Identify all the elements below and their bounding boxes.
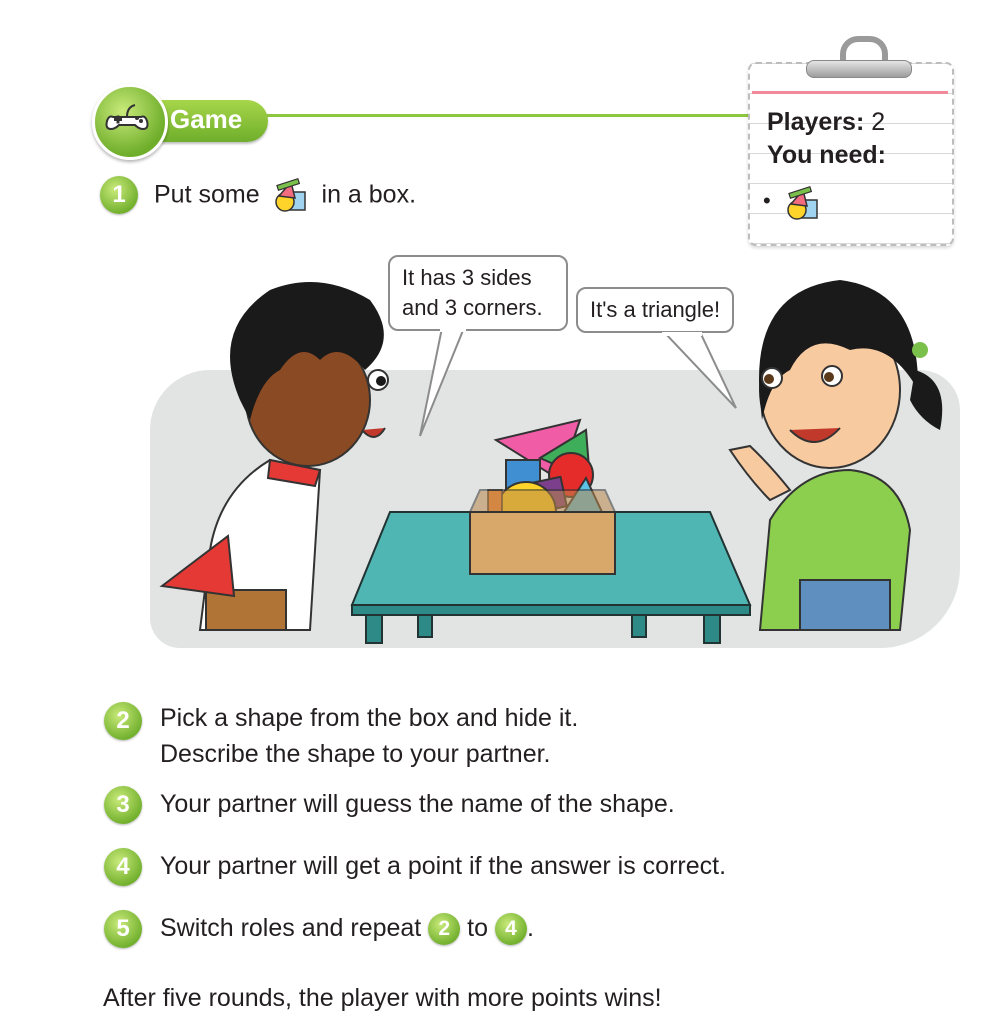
step-2-line-2: Describe the shape to your partner. bbox=[160, 740, 551, 768]
boy-speech-bubble bbox=[388, 255, 568, 331]
boy-speech-line-1: It has 3 sides bbox=[402, 265, 532, 290]
shapes-icon bbox=[269, 176, 313, 216]
step-4-number: 4 bbox=[104, 848, 142, 886]
step-5-middle: to bbox=[467, 914, 489, 942]
step-2-number: 2 bbox=[104, 702, 142, 740]
step-1-number: 1 bbox=[100, 176, 138, 214]
girl-character bbox=[730, 280, 942, 630]
step-5 bbox=[160, 910, 534, 946]
step-1-text-before: Put some bbox=[154, 180, 260, 209]
players-label: Players: bbox=[767, 108, 865, 136]
step-1-text-after: in a box. bbox=[321, 180, 417, 209]
step-3-text: Your partner will guess the name of the shape. bbox=[160, 790, 675, 818]
step-5-ref-4: 4 bbox=[495, 913, 527, 945]
step-5-text-before: Switch roles and repeat bbox=[160, 914, 422, 942]
footer-text: After five rounds, the player with more points wins! bbox=[103, 984, 662, 1012]
box-of-shapes bbox=[470, 420, 615, 574]
step-1 bbox=[154, 176, 416, 216]
clipboard-margin-line bbox=[752, 91, 948, 94]
boy-character bbox=[162, 282, 388, 630]
boy-bubble-tail bbox=[418, 328, 468, 438]
girl-bubble-tail bbox=[660, 332, 740, 412]
clip-bar bbox=[806, 60, 912, 78]
girl-speech-bubble bbox=[576, 287, 734, 333]
step-4-text: Your partner will get a point if the answer is correct. bbox=[160, 852, 727, 880]
clipboard-bullet: • bbox=[763, 188, 771, 213]
step-5-end: . bbox=[526, 914, 534, 942]
girl-speech-text: It's a triangle! bbox=[590, 297, 721, 322]
game-title: Game bbox=[170, 104, 243, 134]
shapes-icon bbox=[783, 184, 823, 229]
step-5-ref-2: 2 bbox=[428, 913, 460, 945]
players-line bbox=[767, 108, 885, 137]
step-5-number: 5 bbox=[104, 910, 142, 948]
players-value: 2 bbox=[871, 108, 886, 136]
gamepad-icon bbox=[92, 84, 168, 160]
boy-speech-line-2: and 3 corners. bbox=[402, 295, 543, 320]
step-2 bbox=[160, 700, 578, 772]
header-rule bbox=[255, 114, 755, 117]
step-3-number: 3 bbox=[104, 786, 142, 824]
you-need-label: You need: bbox=[767, 141, 886, 169]
step-2-line-1: Pick a shape from the box and hide it. bbox=[160, 704, 579, 732]
